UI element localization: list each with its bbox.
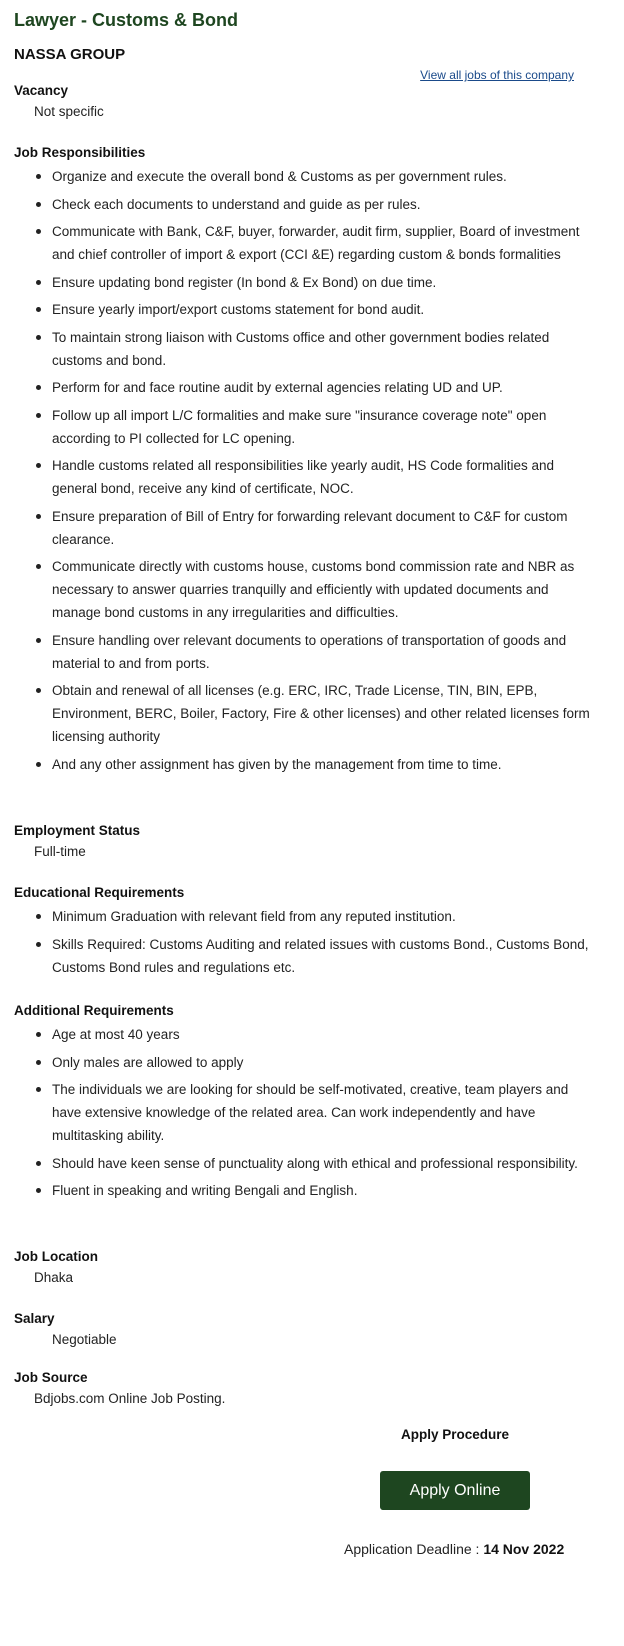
deadline-label: Application Deadline :	[344, 1541, 484, 1557]
responsibilities-heading: Job Responsibilities	[14, 145, 146, 160]
vacancy-section	[14, 83, 594, 119]
salary-section	[14, 1311, 594, 1347]
list-item: Perform for and face routine audit by external agencies relating UD and UP.	[14, 376, 594, 399]
list-item: Minimum Graduation with relevant field from any reputed institution.	[14, 905, 594, 928]
list-item: Ensure updating bond register (In bond & Ex Bond) on due time.	[14, 271, 594, 294]
employment-status-value: Full-time	[34, 844, 86, 859]
list-item: Obtain and renewal of all licenses (e.g. ERC, IRC, Trade License, TIN, BIN, EPB, Environment, BERC, Boiler, Factory, Fire & other licenses) and other related licenses form licensing authority	[14, 679, 594, 748]
list-item: Follow up all import L/C formalities and make sure "insurance coverage note" open according to PI collected for LC opening.	[14, 404, 594, 450]
deadline-date: 14 Nov 2022	[483, 1541, 565, 1557]
additional-list	[14, 1023, 594, 1202]
additional-section	[14, 1003, 594, 1207]
view-all-jobs-link[interactable]: View all jobs of this company	[420, 68, 574, 82]
responsibilities-section	[14, 145, 594, 780]
location-heading: Job Location	[14, 1249, 98, 1264]
list-item: Check each documents to understand and guide as per rules.	[14, 193, 594, 216]
company-name: NASSA GROUP	[14, 46, 126, 63]
list-item: Organize and execute the overall bond & Customs as per government rules.	[14, 165, 594, 188]
education-list	[14, 905, 594, 979]
list-item: The individuals we are looking for should be self-motivated, creative, team players and have extensive knowledge of the related area. Can work independently and have multitasking ability.	[14, 1078, 594, 1147]
education-heading: Educational Requirements	[14, 885, 185, 900]
location-value: Dhaka	[34, 1270, 74, 1285]
apply-online-button[interactable]: Apply Online	[380, 1471, 530, 1510]
list-item: Ensure handling over relevant documents to operations of transportation of goods and material to and from ports.	[14, 629, 594, 675]
additional-heading: Additional Requirements	[14, 1003, 174, 1018]
list-item: Ensure yearly import/export customs statement for bond audit.	[14, 298, 594, 321]
vacancy-value: Not specific	[34, 104, 104, 119]
source-heading: Job Source	[14, 1370, 88, 1385]
apply-procedure-heading: Apply Procedure	[401, 1427, 510, 1442]
salary-heading: Salary	[14, 1311, 55, 1326]
list-item: Ensure preparation of Bill of Entry for forwarding relevant document to C&F for custom clearance.	[14, 505, 594, 551]
vacancy-heading: Vacancy	[14, 83, 69, 98]
list-item: Skills Required: Customs Auditing and related issues with customs Bond., Customs Bond, Customs Bond rules and regulations etc.	[14, 933, 594, 979]
employment-status-heading: Employment Status	[14, 823, 141, 838]
responsibilities-list	[14, 165, 594, 776]
employment-status-section	[14, 823, 594, 859]
list-item: Communicate with Bank, C&F, buyer, forwarder, audit firm, supplier, Board of investment and chief controller of import & export (CCI &E) regarding custom & bonds formalities	[14, 220, 594, 266]
location-section	[14, 1249, 594, 1285]
source-value: Bdjobs.com Online Job Posting.	[34, 1391, 226, 1406]
list-item: Handle customs related all responsibilities like yearly audit, HS Code formalities and general bond, receive any kind of certificate, NOC.	[14, 454, 594, 500]
source-section	[14, 1370, 594, 1406]
list-item: To maintain strong liaison with Customs office and other government bodies related customs and bond.	[14, 326, 594, 372]
job-title: Lawyer - Customs & Bond	[14, 10, 239, 30]
list-item: Age at most 40 years	[14, 1023, 594, 1046]
list-item: Communicate directly with customs house, customs bond commission rate and NBR as necessary to answer quarries tranquilly and efficiently with updated documents and manage bond customs in any irregularities and difficulties.	[14, 555, 594, 624]
list-item: And any other assignment has given by the management from time to time.	[14, 753, 594, 776]
list-item: Only males are allowed to apply	[14, 1051, 594, 1074]
list-item: Should have keen sense of punctuality along with ethical and professional responsibility.	[14, 1152, 594, 1175]
salary-value: Negotiable	[52, 1332, 117, 1347]
list-item: Fluent in speaking and writing Bengali and English.	[14, 1179, 594, 1202]
education-section	[14, 885, 594, 983]
application-deadline	[344, 1541, 564, 1557]
